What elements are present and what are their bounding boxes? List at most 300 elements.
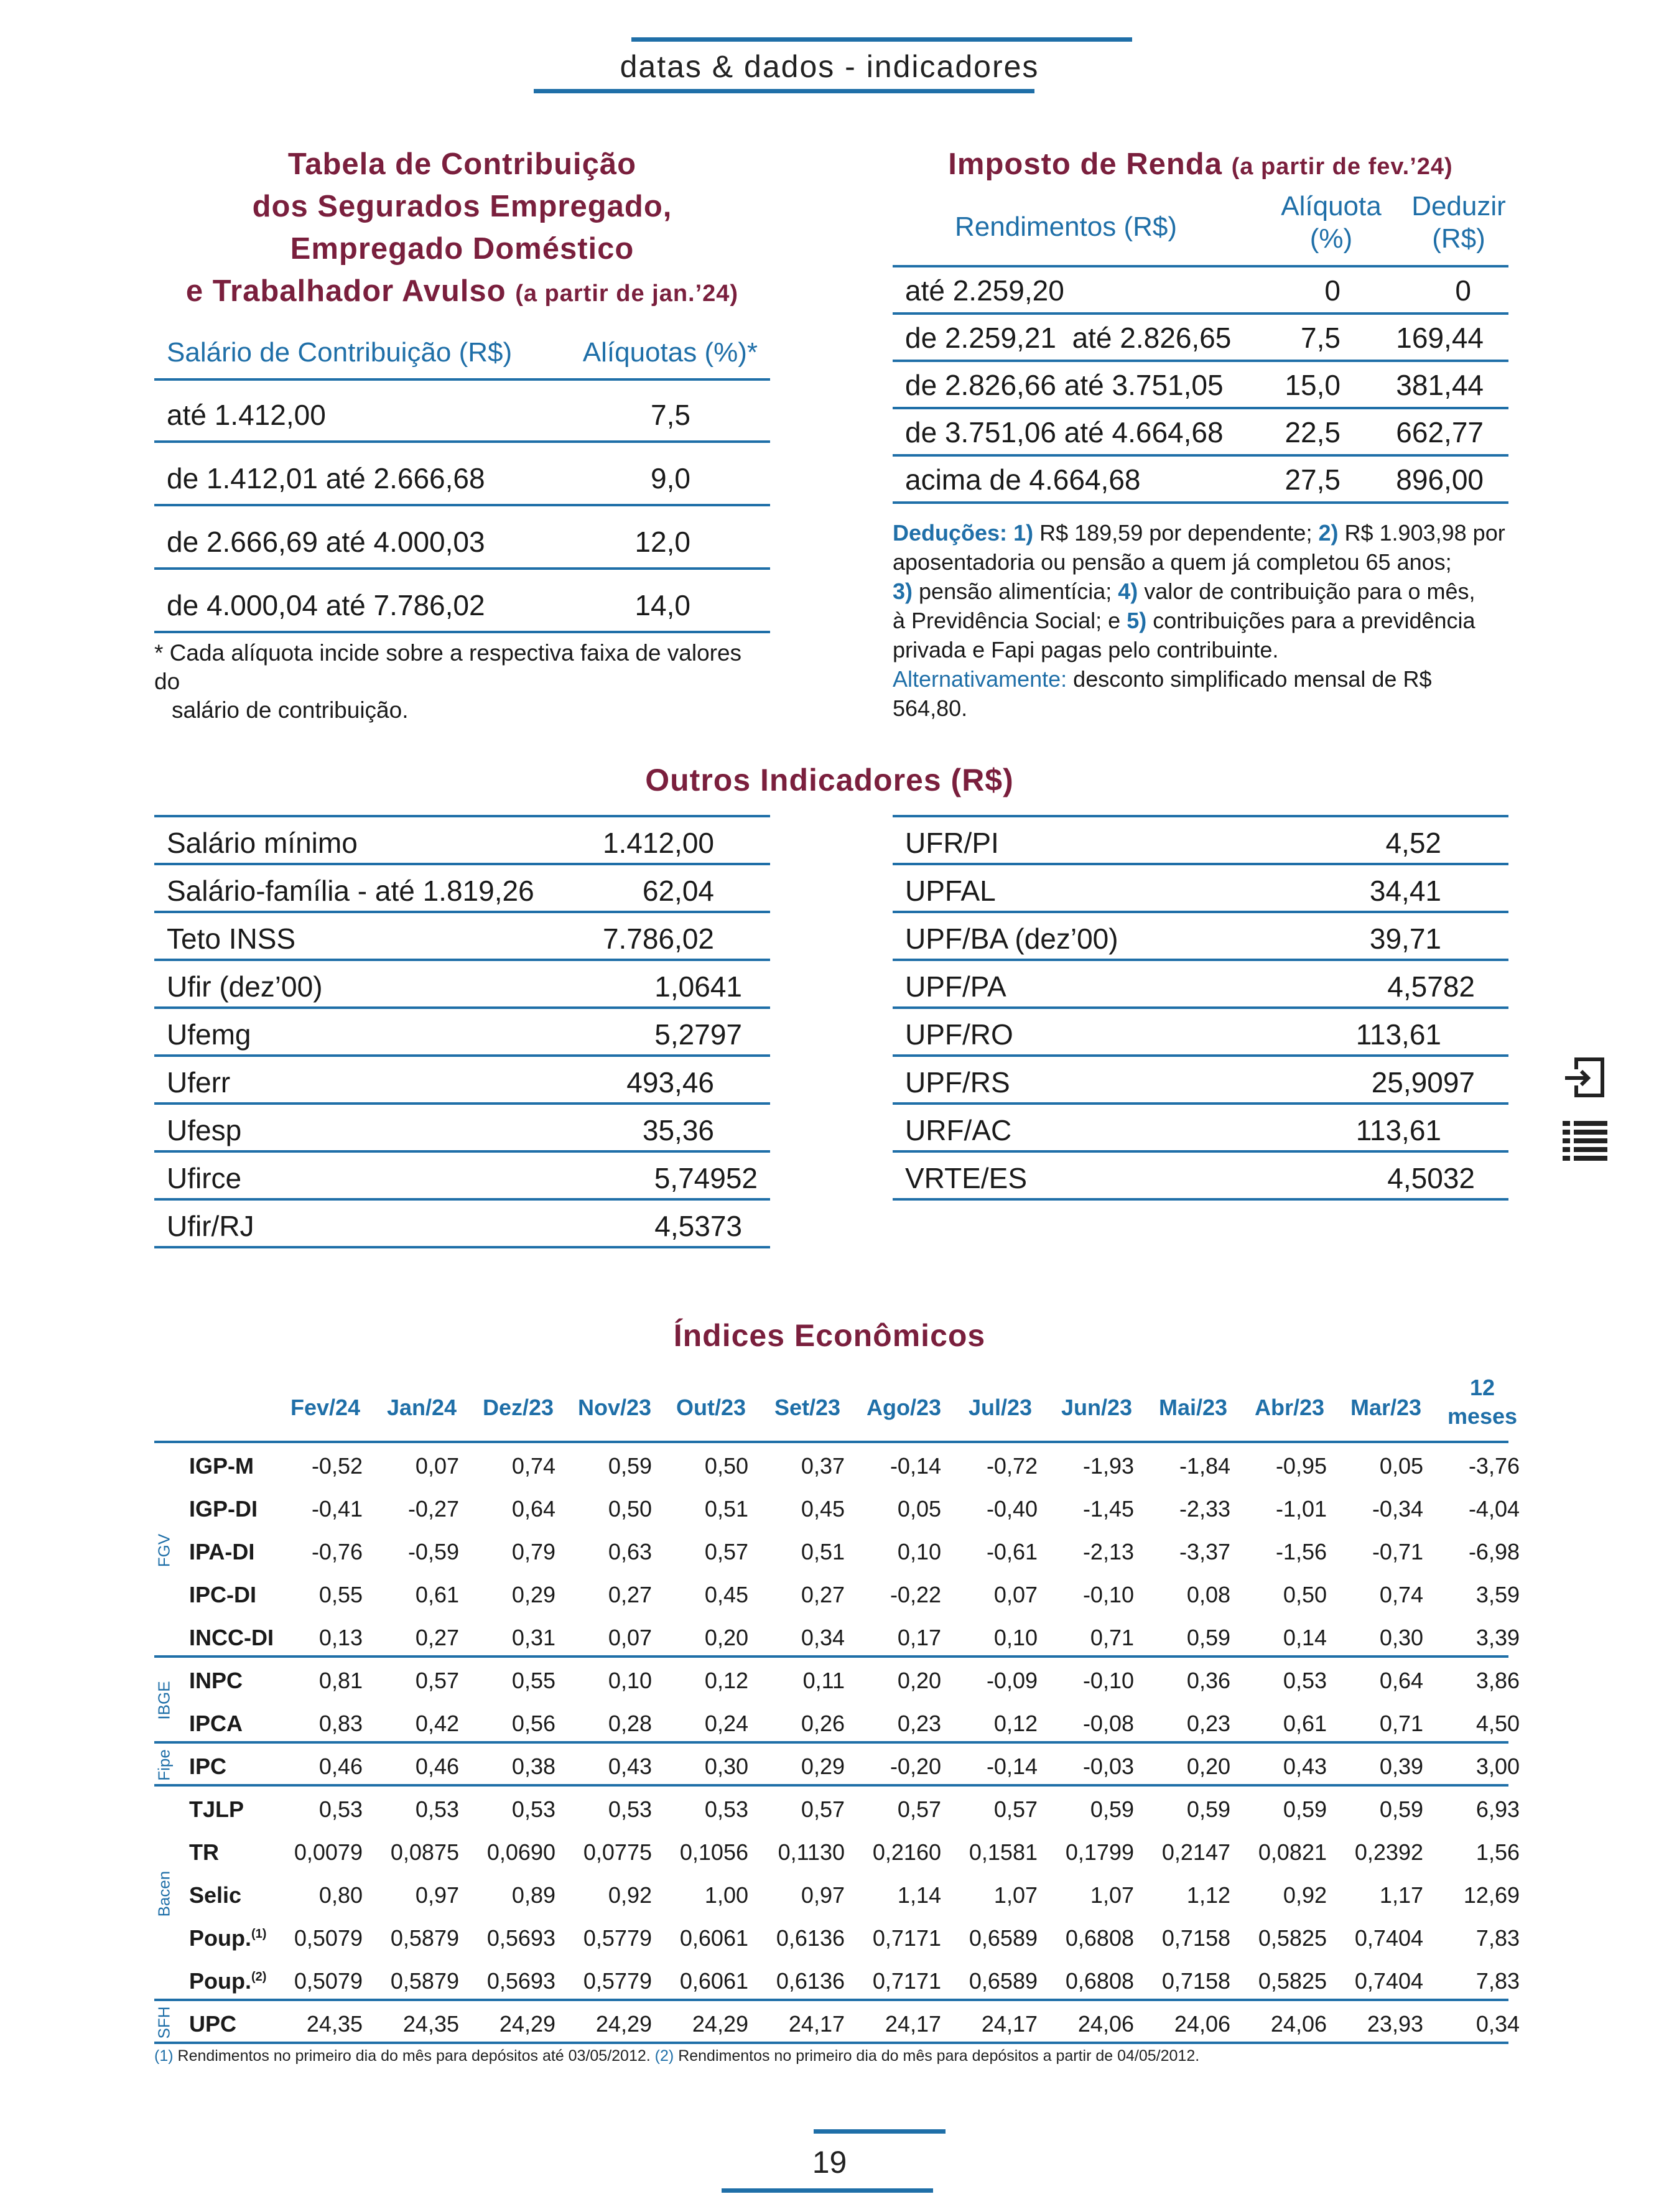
indicator-value: 39,71 [1369,922,1441,955]
indices-title: Índices Econômicos [673,1318,986,1353]
index-value: 0,81 [318,1668,363,1693]
index-value: -0,20 [890,1754,941,1779]
deduction-text: valor de contribuição para o mês, [1144,579,1475,604]
index-value: 0,6808 [1065,1925,1134,1951]
index-name [189,1968,266,1994]
index-value: -1,84 [1179,1453,1230,1479]
index-value: -0,59 [407,1539,459,1564]
deduction-text: R$ 189,59 por dependente; [1039,520,1313,546]
deduction-number: 2) [1318,520,1339,546]
column-header-income: Rendimentos (R$) [955,211,1178,242]
table-row [893,1057,1508,1105]
column-header-month: Mar/23 [1350,1395,1422,1420]
index-value: 0,5879 [390,1968,459,1994]
index-value: 7,83 [1475,1968,1520,1994]
index-value: 0,23 [1186,1711,1230,1736]
index-value: 0,07 [993,1582,1038,1607]
table-row [154,1615,1520,1655]
table-row [154,913,770,961]
indicator-value: 5,74952 [654,1162,758,1194]
page-number: 19 [812,2145,847,2180]
indicator-name: Ufir (dez’00) [167,970,323,1003]
index-value: -1,93 [1082,1453,1134,1479]
group-separator [154,2042,1508,2044]
index-value: 0,29 [511,1582,555,1607]
index-value: -0,95 [1275,1453,1327,1479]
table-row [154,1009,770,1057]
page-number-top-line [814,2129,946,2134]
index-value: 0,53 [318,1796,363,1822]
index-value: 0,27 [415,1625,459,1650]
index-value: -3,76 [1468,1453,1520,1479]
index-name-text: UPC [189,2011,237,2037]
deduct-value: 662,77 [1396,416,1484,448]
index-value: 0,1056 [679,1839,748,1865]
index-value: 0,20 [1186,1754,1230,1779]
index-value: 0,6061 [679,1968,748,1994]
index-value: -0,40 [986,1496,1038,1522]
index-value: -3,37 [1179,1539,1230,1564]
indicator-value: 34,41 [1369,875,1441,907]
footnote-number: (2) [654,2047,674,2065]
income-tax-notes [893,518,1508,723]
index-value: 0,0690 [486,1839,555,1865]
index-value: -0,72 [986,1453,1038,1479]
index-value: 0,46 [318,1754,363,1779]
rate-value: 22,5 [1285,416,1341,448]
index-value: 0,20 [897,1668,941,1693]
index-value: 0,6061 [679,1925,748,1951]
indicator-value: 113,61 [1355,1114,1441,1146]
contribution-title-line: dos Segurados Empregado, [252,190,672,223]
table-row [154,1486,1520,1527]
index-value: 0,2392 [1354,1839,1423,1865]
index-name-text: INCC-DI [189,1625,274,1650]
header-top-line [631,37,1132,42]
header-bottom-line [534,89,1034,93]
index-value: 0,38 [511,1754,555,1779]
index-value: 0,07 [415,1453,459,1479]
indicator-value: 62,04 [642,875,714,907]
table-row [154,505,770,570]
deduct-value: 381,44 [1396,369,1484,401]
deduction-number: 5) [1127,608,1147,633]
index-name-text: IPC-DI [189,1582,256,1607]
index-value: 0,34 [1475,2011,1520,2037]
index-value: 0,56 [511,1711,555,1736]
column-header-rate [1257,190,1406,255]
index-value: 0,27 [801,1582,845,1607]
index-value: 0,31 [511,1625,555,1650]
index-value: -0,14 [890,1453,941,1479]
index-value: -6,98 [1468,1539,1520,1564]
table-row [154,1201,770,1248]
index-value: 0,1130 [778,1839,845,1865]
index-value: 0,5079 [294,1925,363,1951]
rate-value: 27,5 [1285,463,1341,496]
table-row [154,817,770,865]
income-tax-title-text: Imposto de Renda [948,147,1222,181]
index-value: 0,43 [608,1754,652,1779]
table-of-contents-icon[interactable] [1563,1120,1607,1163]
index-value: 0,6136 [776,1968,845,1994]
deduction-text: contribuições para a previdência [1153,608,1475,633]
index-value: 0,11 [802,1668,845,1693]
index-value: 1,17 [1379,1882,1423,1908]
index-value: 0,80 [318,1882,363,1908]
index-value: 0,34 [801,1625,845,1650]
index-value: -0,61 [986,1539,1038,1564]
deduct-value: 896,00 [1396,463,1484,496]
index-value: 0,55 [318,1582,363,1607]
alternative-text: desconto simplificado mensal de R$ 564,80. [893,666,1432,721]
index-value: 24,06 [1077,2011,1134,2037]
income-tax-table-header [893,193,1508,267]
indicator-value: 4,52 [1385,827,1441,859]
index-name [189,1839,219,1866]
index-value: 0,43 [1283,1754,1327,1779]
deduction-number: 3) [893,579,913,604]
index-value: -0,41 [311,1496,363,1522]
column-header-month: Jul/23 [968,1395,1033,1420]
index-value: 24,17 [788,2011,845,2037]
index-value: 0,1581 [969,1839,1038,1865]
index-value: 24,29 [692,2011,748,2037]
footnote-number: (1) [154,2047,174,2065]
index-name [189,1582,256,1608]
index-value: 0,5079 [294,1968,363,1994]
index-value: 0,12 [993,1711,1038,1736]
column-header-12-months [1445,1373,1520,1431]
indicator-value: 4,5782 [1387,970,1475,1003]
index-note-marker: (1) [251,1927,267,1941]
salary-range: de 1.412,01 até 2.666,68 [167,462,485,495]
index-value: 0,7158 [1161,1925,1230,1951]
index-value: 0,57 [415,1668,459,1693]
index-value: 0,57 [801,1796,845,1822]
index-value: 4,50 [1475,1711,1520,1736]
index-value: 0,59 [608,1453,652,1479]
indicator-name: UPF/RS [905,1066,1010,1099]
index-value: 0,92 [1283,1882,1327,1908]
index-value: -0,52 [311,1453,363,1479]
indicator-value: 493,46 [626,1066,714,1099]
column-header-month: Mai/23 [1158,1395,1228,1420]
index-value: 0,1799 [1065,1839,1134,1865]
index-name [189,1754,226,1780]
indicator-name: Teto INSS [167,922,296,955]
indicator-name: Ufir/RJ [167,1210,254,1242]
indicator-value: 4,5373 [654,1210,742,1242]
table-row [154,378,770,443]
index-value: 0,45 [801,1496,845,1522]
index-value: -2,13 [1082,1539,1134,1564]
index-value: 0,39 [1379,1754,1423,1779]
column-header-deduct [1384,190,1533,255]
index-value: 0,5825 [1258,1968,1327,1994]
deduct-value: 169,44 [1396,322,1484,354]
alternative-label: Alternativamente: [893,666,1067,692]
index-value: 0,17 [897,1625,941,1650]
index-value: 0,24 [704,1711,748,1736]
index-value: 0,51 [704,1496,748,1522]
share-icon[interactable] [1563,1056,1606,1099]
index-value: 0,37 [801,1453,845,1479]
index-value: 0,20 [704,1625,748,1650]
index-value: 0,61 [1283,1711,1327,1736]
table-row [893,312,1508,362]
page-number-bottom-line [722,2188,933,2193]
index-value: -1,45 [1082,1496,1134,1522]
index-value: -1,01 [1275,1496,1327,1522]
income-range: de 3.751,06 até 4.664,68 [905,416,1224,448]
table-row [154,1529,1520,1569]
index-value: 0,59 [1379,1796,1423,1822]
index-value: 0,71 [1090,1625,1134,1650]
index-value: -0,09 [986,1668,1038,1693]
index-value: 0,0775 [583,1839,652,1865]
index-value: 0,5779 [583,1925,652,1951]
rate-value: 9,0 [651,462,690,495]
column-header-month: Abr/23 [1254,1395,1325,1420]
index-value: 0,59 [1283,1796,1327,1822]
indicator-value: 7.786,02 [602,922,714,955]
deduction-number: 1) [1013,520,1034,546]
index-value: 0,64 [1379,1668,1423,1693]
index-name [189,2011,236,2037]
index-value: -0,14 [986,1754,1038,1779]
index-value: 0,74 [1379,1582,1423,1607]
index-value: 1,07 [1090,1882,1134,1908]
index-value: 24,29 [595,2011,652,2037]
index-value: -2,33 [1179,1496,1230,1522]
index-name-text: IPC [189,1754,227,1779]
salary-range: até 1.412,00 [167,399,326,431]
index-value: -0,22 [890,1582,941,1607]
index-name [189,1882,241,1908]
rate-value: 7,5 [1301,322,1341,354]
index-name-text: IPCA [189,1711,243,1736]
index-value: 0,57 [993,1796,1038,1822]
index-value: 0,63 [608,1539,652,1564]
column-header-month: Fev/24 [290,1395,361,1420]
other-indicators-title: Outros Indicadores (R$) [645,763,1014,797]
table-row [154,1658,1520,1698]
table-row [893,407,1508,457]
table-row [154,2001,1520,2042]
contribution-title [154,143,770,315]
index-value: 0,53 [608,1796,652,1822]
index-value: 0,36 [1186,1668,1230,1693]
section-header: datas & dados - indicadores [620,49,1039,84]
index-value: 0,27 [608,1582,652,1607]
index-value: 0,53 [1283,1668,1327,1693]
index-value: -0,08 [1082,1711,1134,1736]
column-header-month: Ago/23 [866,1395,942,1420]
index-name [189,1711,243,1737]
column-header-month: Jun/23 [1061,1395,1133,1420]
index-value: 0,7404 [1354,1968,1423,1994]
table-row [154,1958,1520,1999]
table-row [893,1153,1508,1201]
contribution-footnote [154,639,770,725]
deduct-value: 0 [1455,274,1471,307]
index-value: 0,42 [415,1711,459,1736]
rate-value: 14,0 [634,589,690,621]
index-value: 0,6589 [969,1968,1038,1994]
contribution-title-line: Empregado Doméstico [290,232,634,266]
indicator-value: 25,9097 [1371,1066,1475,1099]
index-name [189,1796,244,1823]
income-tax-title-note: (a partir de fev.’24) [1231,154,1453,180]
footnote-line: * Cada alíquota incide sobre a respectiva faixa de valores do [154,640,742,694]
index-value: 0,29 [801,1754,845,1779]
indicator-value: 4,5032 [1387,1162,1475,1194]
index-value: 7,83 [1475,1925,1520,1951]
index-value: 0,83 [318,1711,363,1736]
rate-value: 0 [1324,274,1341,307]
index-value: -0,10 [1082,1582,1134,1607]
table-row [154,1829,1520,1870]
index-value: -0,34 [1372,1496,1423,1522]
index-name-text: IGP-DI [189,1496,258,1522]
table-row [154,1105,770,1153]
index-name-text: TR [189,1839,219,1865]
index-value: -0,10 [1082,1668,1134,1693]
table-row [154,1872,1520,1913]
table-row [893,1105,1508,1153]
index-name-text: INPC [189,1668,243,1693]
index-value: 0,5879 [390,1925,459,1951]
index-value: 6,93 [1475,1796,1520,1822]
table-row [154,1701,1520,1741]
indices-table [154,1369,1520,2047]
column-header-deduct-line: Deduzir [1411,191,1506,221]
table-row [154,1057,770,1105]
income-tax-title [890,147,1512,182]
indicator-name: VRTE/ES [905,1162,1027,1194]
index-value: 0,71 [1379,1711,1423,1736]
index-value: 1,12 [1186,1882,1230,1908]
indicator-value: 35,36 [642,1114,714,1146]
index-value: 0,7158 [1161,1968,1230,1994]
index-value: 0,79 [511,1539,555,1564]
footnote-line: salário de contribuição. [172,697,409,723]
index-value: 24,06 [1174,2011,1230,2037]
index-value: 0,50 [704,1453,748,1479]
index-value: 0,59 [1090,1796,1134,1822]
index-value: 0,13 [318,1625,363,1650]
deductions-label: Deduções: [893,520,1008,546]
income-range: de 2.259,21 até 2.826,65 [905,322,1232,354]
table-row [154,1153,770,1201]
index-value: 0,7404 [1354,1925,1423,1951]
table-row [154,1744,1520,1784]
deduction-text: pensão alimentícia; [919,579,1112,604]
deduction-text: privada e Fapi pagas pelo contribuinte. [893,637,1279,662]
table-row [154,961,770,1009]
deduction-number: 4) [1118,579,1138,604]
column-header-salary: Salário de Contribuição (R$) [167,337,513,368]
column-header-month: Dez/23 [482,1395,554,1420]
index-value: 0,5693 [486,1968,555,1994]
table-row [154,442,770,506]
index-value: 0,50 [1283,1582,1327,1607]
index-value: 3,59 [1475,1582,1520,1607]
indicator-name: Salário mínimo [167,827,358,859]
index-value: 0,30 [1379,1625,1423,1650]
index-value: 24,17 [981,2011,1038,2037]
index-name [189,1539,254,1565]
column-header-month: Nov/23 [577,1395,652,1420]
indices-footnote [154,2047,1199,2065]
column-header-rate: Alíquotas (%)* [582,337,758,368]
column-header-deduct-line: (R$) [1432,223,1485,254]
income-range: até 2.259,20 [905,274,1064,307]
footnote-text: Rendimentos no primeiro dia do mês para depósitos até 03/05/2012. [177,2047,651,2065]
index-value: 24,35 [402,2011,459,2037]
index-name-text: IGP-M [189,1453,254,1479]
column-header-month: Out/23 [676,1395,746,1420]
table-row [893,265,1508,315]
index-value: 23,93 [1367,2011,1423,2037]
index-value: 1,00 [704,1882,748,1908]
index-name [189,1453,254,1479]
deduction-text: aposentadoria ou pensão a quem já completou 65 anos; [893,549,1452,575]
salary-range: de 2.666,69 até 4.000,03 [167,526,485,558]
index-value: -1,56 [1275,1539,1327,1564]
table-row [154,569,770,633]
column-header-month: Set/23 [774,1395,841,1420]
index-value: 3,86 [1475,1668,1520,1693]
table-row [154,1572,1520,1612]
index-value: 0,12 [704,1668,748,1693]
table-row [154,1443,1520,1484]
index-value: 0,10 [608,1668,652,1693]
table-row [893,360,1508,409]
group-label: Bacen [154,1870,174,1917]
index-value: 3,39 [1475,1625,1520,1650]
column-header-line: 12 [1469,1375,1495,1400]
index-value: 0,57 [897,1796,941,1822]
index-value: 3,00 [1475,1754,1520,1779]
index-value: 0,0079 [294,1839,363,1865]
index-value: 0,7171 [872,1968,941,1994]
index-value: 0,2160 [872,1839,941,1865]
indicator-name: UPF/RO [905,1018,1013,1051]
index-value: 0,92 [608,1882,652,1908]
index-value: -0,03 [1082,1754,1134,1779]
indicator-value: 1.412,00 [602,827,714,859]
column-header-rate-line: (%) [1309,223,1353,254]
index-value: 0,59 [1186,1625,1230,1650]
table-row [154,1915,1520,1956]
index-name [189,1496,258,1522]
index-value: 0,97 [415,1882,459,1908]
indicator-name: UPF/PA [905,970,1006,1003]
index-value: 0,10 [993,1625,1038,1650]
index-value: 0,53 [704,1796,748,1822]
indicator-value: 5,2797 [654,1018,742,1051]
index-value: 1,56 [1475,1839,1520,1865]
contribution-title-note: (a partir de jan.’24) [515,281,739,307]
group-label: Fipe [154,1749,174,1781]
indicator-name: UPFAL [905,875,996,907]
index-name [189,1668,243,1694]
contribution-table-header [154,323,770,381]
income-range: de 2.826,66 até 3.751,05 [905,369,1224,401]
index-value: 0,89 [511,1882,555,1908]
